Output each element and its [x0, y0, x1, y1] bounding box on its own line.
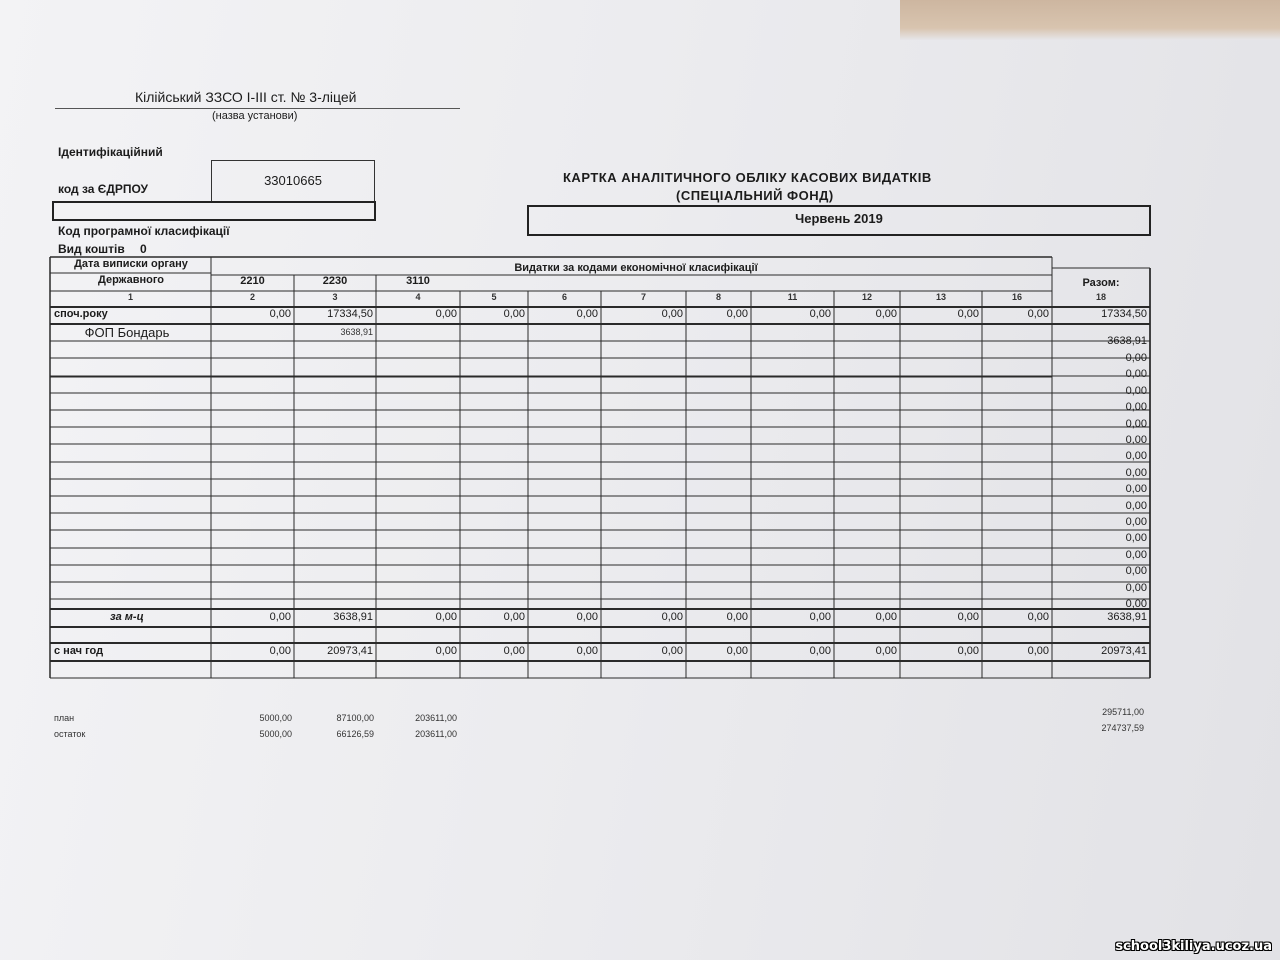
- month_row-value-3: 3638,91: [333, 611, 373, 623]
- month_row-label: за м-ц: [110, 611, 144, 623]
- opening_row-value-8: 0,00: [726, 308, 748, 320]
- remainder-2230: 66126,59: [336, 729, 374, 739]
- ytd_row-value-2: 0,00: [269, 645, 291, 657]
- edrpou-label: код за ЄДРПОУ: [58, 182, 148, 196]
- header-expense-group: Видатки за кодами економічної класифікації: [514, 262, 758, 274]
- opening_row-label: споч.року: [54, 308, 108, 320]
- column-number-3: 3: [332, 292, 338, 302]
- month_row-value-10: 0,00: [875, 611, 897, 623]
- entry-col3: 3638,91: [340, 327, 373, 337]
- ident-label: Ідентифікаційний: [58, 145, 163, 159]
- entry-label: ФОП Бондарь: [84, 325, 170, 340]
- blank-row-total-10: 0,00: [1125, 500, 1147, 512]
- header-date-line1: Дата виписки органу: [74, 258, 188, 270]
- blank-row-total-12: 0,00: [1125, 532, 1147, 544]
- column-number-2: 2: [249, 292, 255, 302]
- ytd_row-total: 20973,41: [1101, 645, 1147, 657]
- ytd_row-value-7: 0,00: [661, 645, 683, 657]
- column-number-5: 5: [491, 292, 497, 302]
- remainder-total: 274737,59: [1101, 723, 1144, 733]
- month_row-value-9: 0,00: [809, 611, 831, 623]
- month_row-value-7: 0,00: [661, 611, 683, 623]
- header-code-3110: 3110: [406, 275, 430, 287]
- month_row-total: 3638,91: [1107, 611, 1147, 623]
- month_row-value-11: 0,00: [957, 611, 979, 623]
- ytd_row-label: с нач год: [54, 645, 104, 657]
- ytd_row-value-6: 0,00: [576, 645, 598, 657]
- column-number-12: 12: [861, 292, 872, 302]
- plan-2230: 87100,00: [336, 713, 374, 723]
- plan-total: 295711,00: [1102, 707, 1144, 717]
- month_row-value-2: 0,00: [269, 611, 291, 623]
- remainder-2210: 5000,00: [259, 729, 292, 739]
- entry-total: 3638,91: [1107, 335, 1147, 347]
- column-number-18: 18: [1095, 292, 1106, 302]
- fund-type-value: 0: [140, 242, 147, 256]
- ytd_row-value-9: 0,00: [809, 645, 831, 657]
- ytd_row-value-4: 0,00: [435, 645, 457, 657]
- opening_row-value-2: 0,00: [269, 308, 291, 320]
- column-number-16: 16: [1011, 292, 1022, 302]
- opening_row-value-12: 0,00: [1027, 308, 1049, 320]
- blank-row-total-11: 0,00: [1125, 516, 1147, 528]
- blank-row-total-6: 0,00: [1125, 434, 1147, 446]
- ytd_row-value-5: 0,00: [503, 645, 525, 657]
- remainder-3110: 203611,00: [415, 729, 457, 739]
- card-subtitle: (СПЕЦІАЛЬНИЙ ФОНД): [676, 188, 834, 203]
- institution-name: Кілійський ЗЗСО І-ІІІ ст. № 3-ліцей: [135, 89, 357, 105]
- ytd_row-value-10: 0,00: [875, 645, 897, 657]
- blank-row-total-14: 0,00: [1125, 565, 1147, 577]
- blank-row-total-16: 0,00: [1125, 598, 1147, 610]
- month_row-value-12: 0,00: [1027, 611, 1049, 623]
- header-code-2230: 2230: [322, 275, 348, 287]
- opening_row-value-11: 0,00: [957, 308, 979, 320]
- column-number-8: 8: [715, 292, 721, 302]
- opening_row-value-3: 17334,50: [327, 308, 373, 320]
- column-number-6: 6: [561, 292, 567, 302]
- plan-3110: 203611,00: [415, 713, 457, 723]
- blank-row-total-3: 0,00: [1125, 385, 1147, 397]
- blank-row-total-15: 0,00: [1125, 582, 1147, 594]
- ytd_row-value-8: 0,00: [726, 645, 748, 657]
- column-number-1: 1: [127, 292, 133, 302]
- blank-row-total-13: 0,00: [1125, 549, 1147, 561]
- remainder-label: остаток: [54, 729, 86, 739]
- blank-row-total-7: 0,00: [1125, 450, 1147, 462]
- month_row-value-6: 0,00: [576, 611, 598, 623]
- header-code-2210: 2210: [240, 275, 265, 287]
- edrpou-code-box: 33010665: [211, 160, 375, 202]
- blank-row-total-5: 0,00: [1125, 418, 1147, 430]
- blank-row-total-2: 0,00: [1125, 368, 1147, 380]
- blank-row-total-9: 0,00: [1125, 483, 1147, 495]
- opening_row-value-7: 0,00: [661, 308, 683, 320]
- ytd_row-value-11: 0,00: [957, 645, 979, 657]
- program-code-label: Код програмної класифікації: [58, 224, 230, 238]
- month_row-value-5: 0,00: [503, 611, 525, 623]
- plan-2210: 5000,00: [259, 713, 292, 723]
- opening_row-value-4: 0,00: [435, 308, 457, 320]
- column-number-11: 11: [787, 292, 798, 302]
- opening_row-value-5: 0,00: [503, 308, 525, 320]
- header-date-line2: Державного: [98, 274, 164, 286]
- month_row-value-8: 0,00: [726, 611, 748, 623]
- header-total: Разом:: [1082, 277, 1120, 289]
- institution-caption: (назва установи): [212, 110, 298, 122]
- ytd_row-value-12: 0,00: [1027, 645, 1049, 657]
- column-number-7: 7: [640, 292, 646, 302]
- column-number-4: 4: [415, 292, 421, 302]
- opening_row-value-6: 0,00: [576, 308, 598, 320]
- card-title: КАРТКА АНАЛІТИЧНОГО ОБЛІКУ КАСОВИХ ВИДАТКІВ: [563, 170, 932, 185]
- period-box: Червень 2019: [527, 205, 1151, 236]
- site-watermark: school3kiliya.ucoz.ua: [1115, 939, 1272, 954]
- opening_row-total: 17334,50: [1101, 308, 1147, 320]
- month_row-value-4: 0,00: [435, 611, 457, 623]
- column-number-13: 13: [935, 292, 946, 302]
- blank-row-total-4: 0,00: [1125, 401, 1147, 413]
- opening_row-value-10: 0,00: [875, 308, 897, 320]
- blank-row-total-8: 0,00: [1125, 467, 1147, 479]
- fund-type-label: Вид коштів: [58, 242, 125, 256]
- ytd_row-value-3: 20973,41: [327, 645, 373, 657]
- plan-label: план: [54, 713, 75, 723]
- opening_row-value-9: 0,00: [809, 308, 831, 320]
- blank-row-total-1: 0,00: [1125, 352, 1147, 364]
